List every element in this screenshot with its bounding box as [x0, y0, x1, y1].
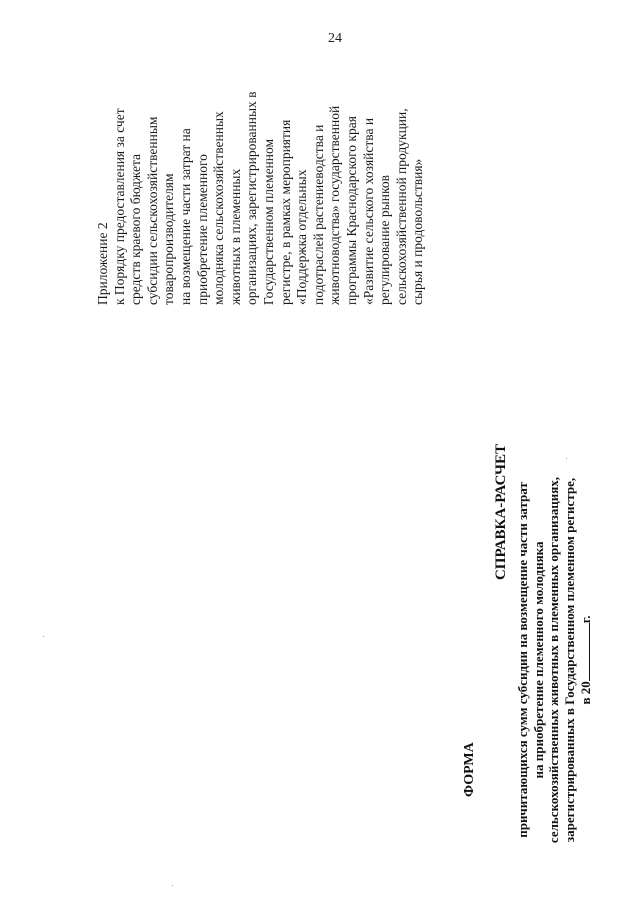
appendix-line: Государственном племенном	[260, 138, 276, 305]
date-prefix: в 20	[578, 681, 594, 705]
appendix-line: подотраслей растениеводства и	[310, 124, 326, 305]
appendix-line: программы Краснодарского края	[343, 116, 359, 305]
appendix-line: животноводства» государственной	[327, 105, 343, 305]
appendix-line: регулирование рынков	[377, 175, 393, 305]
date-line	[577, 435, 594, 885]
document-title: СПРАВКА-РАСЧЕТ	[493, 443, 509, 581]
appendix-line: «Поддержка отдельных	[294, 169, 310, 305]
scan-speck	[43, 636, 44, 637]
subtitle-line: причитающихся сумм субсидии на возмещение части затрат	[515, 482, 530, 838]
appendix-line: товаропроизводителям	[161, 173, 177, 305]
appendix-line: молодняка сельскохозяйственных	[211, 111, 227, 305]
appendix-line: организациях, зарегистрированных в	[244, 91, 260, 305]
appendix-line: к Порядку предоставления за счет	[111, 108, 127, 305]
subtitle-line: сельскохозяйственных животных в племенных организациях,	[546, 476, 562, 844]
appendix-line: «Развитие сельского хозяйства и	[360, 117, 376, 305]
appendix-line: Приложение 2	[95, 222, 110, 305]
page-number: 24	[328, 31, 342, 46]
appendix-line: сырья и продовольствия»	[410, 158, 426, 305]
subtitle-line: на приобретение племенного молодняка	[530, 541, 546, 779]
appendix-line: субсидии сельскохозяйственным	[144, 116, 160, 305]
appendix-line: сельскохозяйственной продукции,	[393, 108, 409, 305]
appendix-line: животных в племенных	[227, 168, 243, 305]
subtitle-line: зарегистрированных в Государственном племенном регистре,	[561, 477, 577, 843]
scan-speck	[172, 885, 173, 886]
date-blank	[577, 623, 590, 681]
appendix-line: регистре, в рамках мероприятия	[277, 119, 293, 305]
appendix-block	[95, 65, 427, 305]
date-suffix: г.	[578, 615, 594, 624]
form-label: ФОРМА	[462, 742, 477, 797]
appendix-line: средств краевого бюджета	[128, 153, 144, 305]
appendix-line: на возмещение части затрат на	[177, 128, 193, 305]
document-subtitle	[515, 435, 594, 885]
scan-speck	[566, 458, 567, 459]
appendix-line: приобретение племенного	[194, 154, 210, 305]
